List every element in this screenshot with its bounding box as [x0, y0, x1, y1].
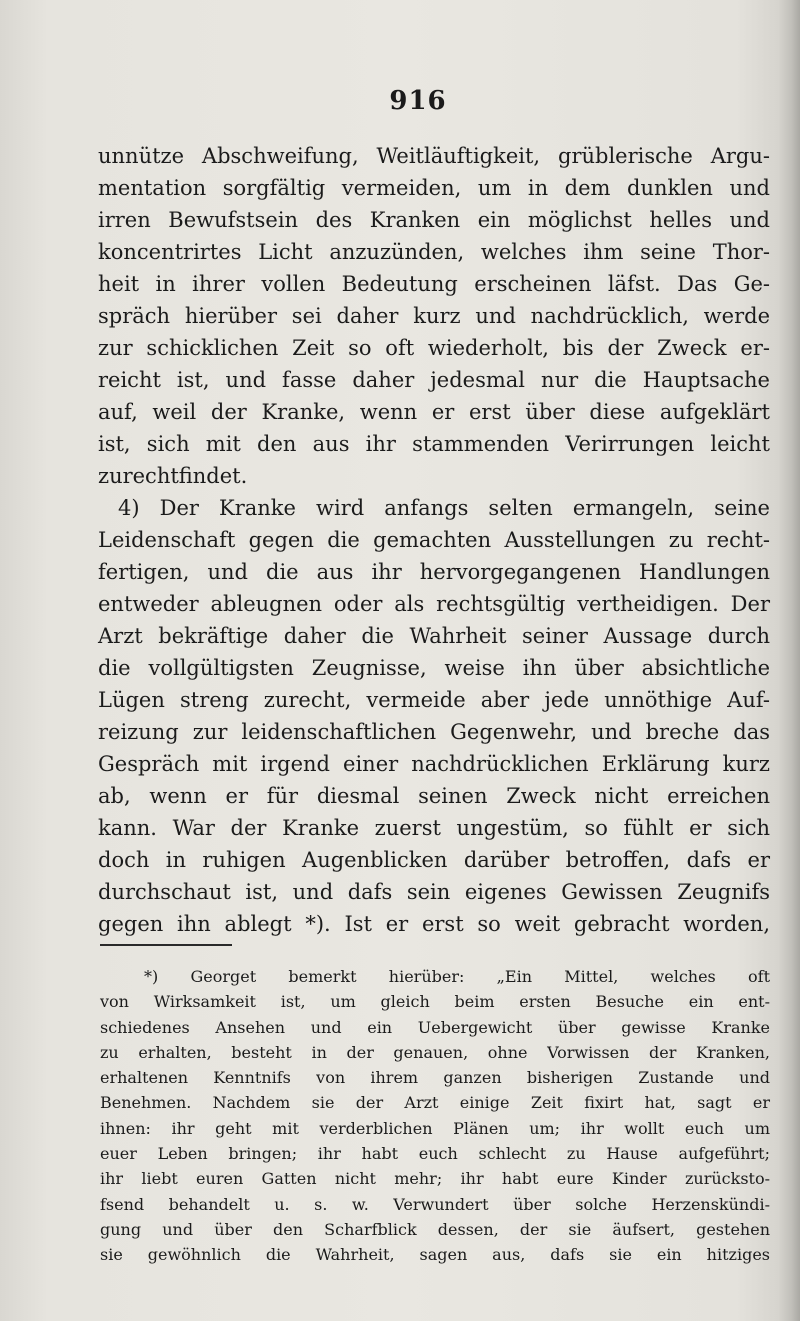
footnote-line: fsend behandelt u. s. w. Verwundert über solche Herzenskündi- [100, 1194, 770, 1214]
body-line: ist, sich mit den aus ihr stammenden Verirrungen leicht [98, 432, 770, 456]
footnote-line-first: *) Georget bemerkt hierüber: „Ein Mittel, welches oft [144, 967, 770, 986]
body-line: durchschaut ist, und dafs sein eigenes Gewissen Zeugnifs [98, 880, 770, 904]
body-line: fertigen, und die aus ihr hervorgegangenen Handlungen [98, 560, 770, 584]
body-line: mentation sorgfältig vermeiden, um in dem dunklen und [98, 176, 770, 200]
footnote-line: euer Leben bringen; ihr habt euch schlecht zu Hause aufgeführt; [100, 1144, 770, 1164]
footnote [100, 964, 770, 1268]
body-line: koncentrirtes Licht anzuzünden, welches ihm seine Thor- [98, 240, 770, 264]
footnote-line: schiedenes Ansehen und ein Uebergewicht über gewisse Kranke [100, 1017, 770, 1037]
body-line-paragraph-start: 4) Der Kranke wird anfangs selten ermangeln, seine [118, 496, 770, 520]
footnote-line: zu erhalten, besteht in der genauen, ohne Vorwissen der Kranken, [100, 1042, 770, 1062]
body-line: reicht ist, und fasse daher jedesmal nur die Hauptsache [98, 368, 770, 392]
body-line: die vollgültigsten Zeugnisse, weise ihn über absichtliche [98, 656, 770, 680]
body-line-paragraph-end: zurechtfindet. [98, 464, 248, 488]
body-line: Gespräch mit irgend einer nachdrücklichen Erklärung kurz [98, 752, 770, 776]
body-line: ab, wenn er für diesmal seinen Zweck nicht erreichen [98, 784, 770, 808]
body-line: Arzt bekräftige daher die Wahrheit seiner Aussage durch [98, 624, 770, 648]
body-line: heit in ihrer vollen Bedeutung erscheinen läfst. Das Ge- [98, 272, 770, 296]
footnote-line: Benehmen. Nachdem sie der Arzt einige Zeit fixirt hat, sagt er [100, 1093, 770, 1113]
body-line: entweder ableugnen oder als rechtsgültig vertheidigen. Der [98, 592, 770, 616]
body-line: Lügen streng zurecht, vermeide aber jede unnöthige Auf- [98, 688, 770, 712]
page-number: 916 [389, 86, 447, 116]
body-line: zur schicklichen Zeit so oft wiederholt, bis der Zweck er- [98, 336, 770, 360]
footnote-line: ihnen: ihr geht mit verderblichen Plänen um; ihr wollt euch um [100, 1118, 770, 1138]
footnote-line: ihr liebt euren Gatten nicht mehr; ihr habt eure Kinder zurücksto- [100, 1169, 770, 1189]
body-line: reizung zur leidenschaftlichen Gegenwehr, und breche das [98, 720, 770, 744]
footnote-line: gung und über den Scharfblick dessen, der sie äufsert, gestehen [100, 1219, 770, 1239]
footnote-line: von Wirksamkeit ist, um gleich beim ersten Besuche ein ent- [100, 992, 770, 1012]
body-line: doch in ruhigen Augenblicken darüber betroffen, dafs er [98, 848, 770, 872]
body-line: kann. War der Kranke zuerst ungestüm, so fühlt er sich [98, 816, 770, 840]
body-line: auf, weil der Kranke, wenn er erst über diese aufgeklärt [98, 400, 770, 424]
page-edge-shadow [778, 0, 800, 1321]
body-line: spräch hierüber sei daher kurz und nachdrücklich, werde [98, 304, 770, 328]
footnote-line: sie gewöhnlich die Wahrheit, sagen aus, dafs sie ein hitziges [100, 1245, 770, 1265]
body-line: unnütze Abschweifung, Weitläuftigkeit, grüblerische Argu- [98, 144, 770, 168]
footnote-line: erhaltenen Kenntnifs von ihrem ganzen bisherigen Zustande und [100, 1068, 770, 1088]
body-line: Leidenschaft gegen die gemachten Ausstellungen zu recht- [98, 528, 770, 552]
body-line-footnote-ref: gegen ihn ablegt *). Ist er erst so weit gebracht worden, [98, 912, 770, 936]
footnote-separator-rule [100, 944, 232, 946]
body-line: irren Bewufstsein des Kranken ein möglichst helles und [98, 208, 770, 232]
body-text [98, 140, 770, 940]
